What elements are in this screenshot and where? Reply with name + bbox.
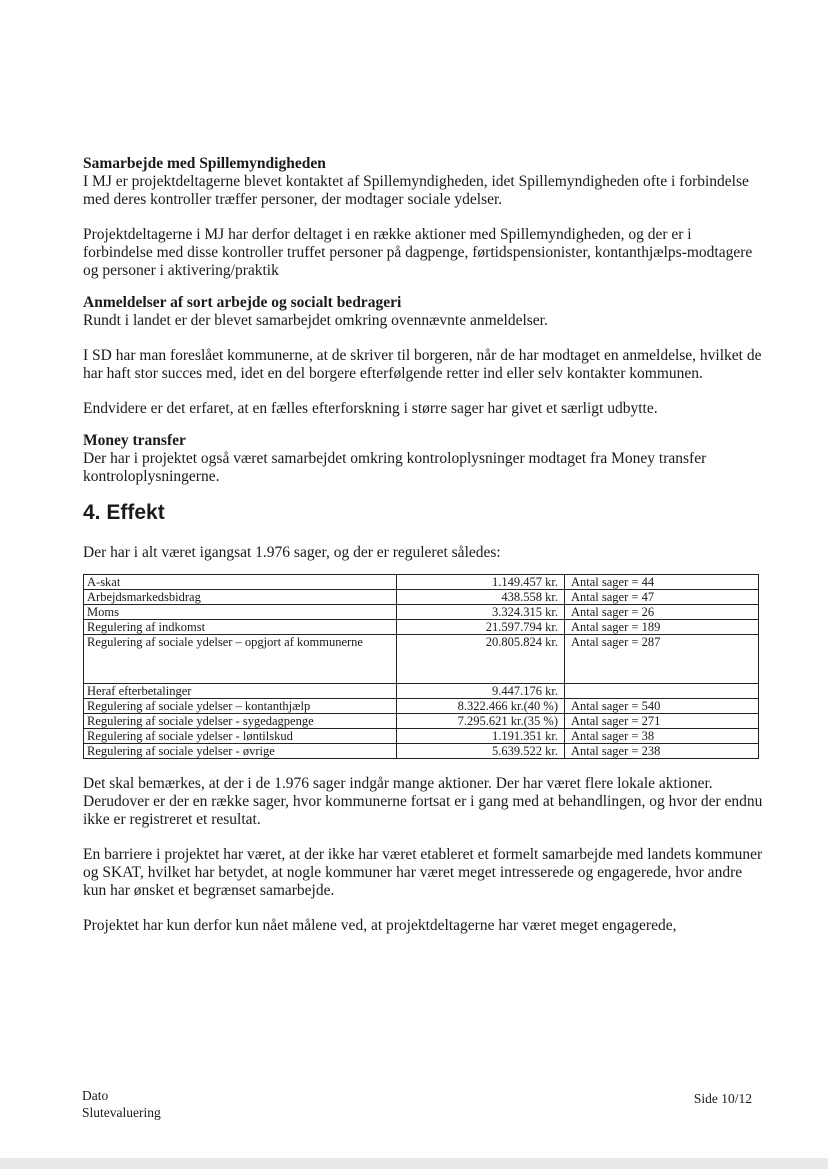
- effekt-intro: Der har i alt været igangsat 1.976 sager, og der er reguleret således:: [83, 544, 501, 561]
- row-cases: Antal sager = 540: [565, 699, 759, 714]
- row-cases: Antal sager = 287: [565, 635, 759, 684]
- table-row: [84, 620, 759, 635]
- table-row: [84, 590, 759, 605]
- row-label: A-skat: [84, 575, 397, 590]
- table-row: [84, 605, 759, 620]
- paragraph: En barriere i projektet har været, at der ikke har været etableret et formelt samarbejde med landets kommuner og SKAT, hvilket har betydet, at nogle kommuner har været meget intresserede og engagerede, hvor andre kun har ønsket et begrænset samarbejde.: [83, 846, 763, 899]
- row-label: Arbejdsmarkedsbidrag: [84, 590, 397, 605]
- row-amount: 20.805.824 kr.: [397, 635, 565, 684]
- row-cases: Antal sager = 47: [565, 590, 759, 605]
- paragraph: I MJ er projektdeltagerne blevet kontaktet af Spillemyndigheden, idet Spillemyndigheden ofte i forbindelse med deres kontroller træffer personer, der modtager sociale ydelser.: [83, 173, 749, 208]
- paragraph: I SD har man foreslået kommunerne, at de skriver til borgeren, når de har modtaget en anmeldelse, hvilket de har haft stor succes med, idet en del borgere efterfølgende retter ind eller selv kontakter kommunen.: [83, 347, 762, 382]
- row-label: Regulering af sociale ydelser – opgjort af kommunerne: [84, 635, 397, 684]
- row-cases: Antal sager = 189: [565, 620, 759, 635]
- row-amount: 438.558 kr.: [397, 590, 565, 605]
- row-label: Regulering af sociale ydelser - løntilskud: [84, 729, 397, 744]
- paragraph: Der har i projektet også været samarbejdet omkring kontroloplysninger modtaget fra Money transfer kontroloplysningerne.: [83, 450, 707, 485]
- table-row: [84, 684, 759, 699]
- footer-left: [82, 1087, 161, 1121]
- page-content: [83, 155, 763, 935]
- table-row: [84, 744, 759, 759]
- row-amount: 9.447.176 kr.: [397, 684, 565, 699]
- table-row: [84, 575, 759, 590]
- section-heading-money-transfer: Money transfer: [83, 432, 186, 449]
- row-amount: 3.324.315 kr.: [397, 605, 565, 620]
- row-label: Heraf efterbetalinger: [84, 684, 397, 699]
- footer-date-label: Dato: [82, 1088, 109, 1103]
- footer-doc-label: Slutevaluering: [82, 1105, 161, 1120]
- page-number: Side 10/12: [693, 1091, 752, 1106]
- row-label: Moms: [84, 605, 397, 620]
- row-cases: Antal sager = 44: [565, 575, 759, 590]
- paragraph: Det skal bemærkes, at der i de 1.976 sager indgår mange aktioner. Der har været flere lokale aktioner. Derudover er der en række sager, hvor kommunerne fortsat er i gang med at behandlingen, og hvor der endnu ikke er registreret et resultat.: [83, 775, 763, 828]
- section-heading-anmeldelser: Anmeldelser af sort arbejde og socialt bedrageri: [83, 294, 402, 311]
- paragraph: Endvidere er det erfaret, at en fælles efterforskning i større sager har givet et særligt udbytte.: [83, 400, 658, 417]
- row-cases: Antal sager = 238: [565, 744, 759, 759]
- table-row: [84, 635, 759, 684]
- results-table: [83, 574, 759, 759]
- row-label: Regulering af sociale ydelser – kontanthjælp: [84, 699, 397, 714]
- row-amount: 8.322.466 kr.(40 %): [397, 699, 565, 714]
- paragraph: Projektet har kun derfor kun nået målene ved, at projektdeltagerne har været meget engagerede,: [83, 917, 677, 934]
- chapter-heading-effekt: 4. Effekt: [83, 501, 165, 524]
- row-amount: 7.295.621 kr.(35 %): [397, 714, 565, 729]
- row-label: Regulering af sociale ydelser - øvrige: [84, 744, 397, 759]
- scan-edge: [0, 1158, 828, 1169]
- row-amount: 5.639.522 kr.: [397, 744, 565, 759]
- row-amount: 1.191.351 kr.: [397, 729, 565, 744]
- row-label: Regulering af sociale ydelser - sygedagpenge: [84, 714, 397, 729]
- paragraph: Projektdeltagerne i MJ har derfor deltaget i en række aktioner med Spillemyndigheden, og der er i forbindelse med disse kontroller truffet personer på dagpenge, førtidspensionister, kontanthjælps-modtagere og personer i aktivering/praktik: [83, 226, 753, 279]
- row-amount: 1.149.457 kr.: [397, 575, 565, 590]
- row-cases: Antal sager = 271: [565, 714, 759, 729]
- row-cases: Antal sager = 38: [565, 729, 759, 744]
- row-cases: Antal sager = 26: [565, 605, 759, 620]
- table-row: [84, 699, 759, 714]
- row-cases: [565, 684, 759, 699]
- table-row: [84, 729, 759, 744]
- row-amount: 21.597.794 kr.: [397, 620, 565, 635]
- section-heading-spillemyndigheden: Samarbejde med Spillemyndigheden: [83, 155, 326, 172]
- row-label: Regulering af indkomst: [84, 620, 397, 635]
- paragraph: Rundt i landet er der blevet samarbejdet omkring ovennævnte anmeldelser.: [83, 312, 548, 329]
- table-row: [84, 714, 759, 729]
